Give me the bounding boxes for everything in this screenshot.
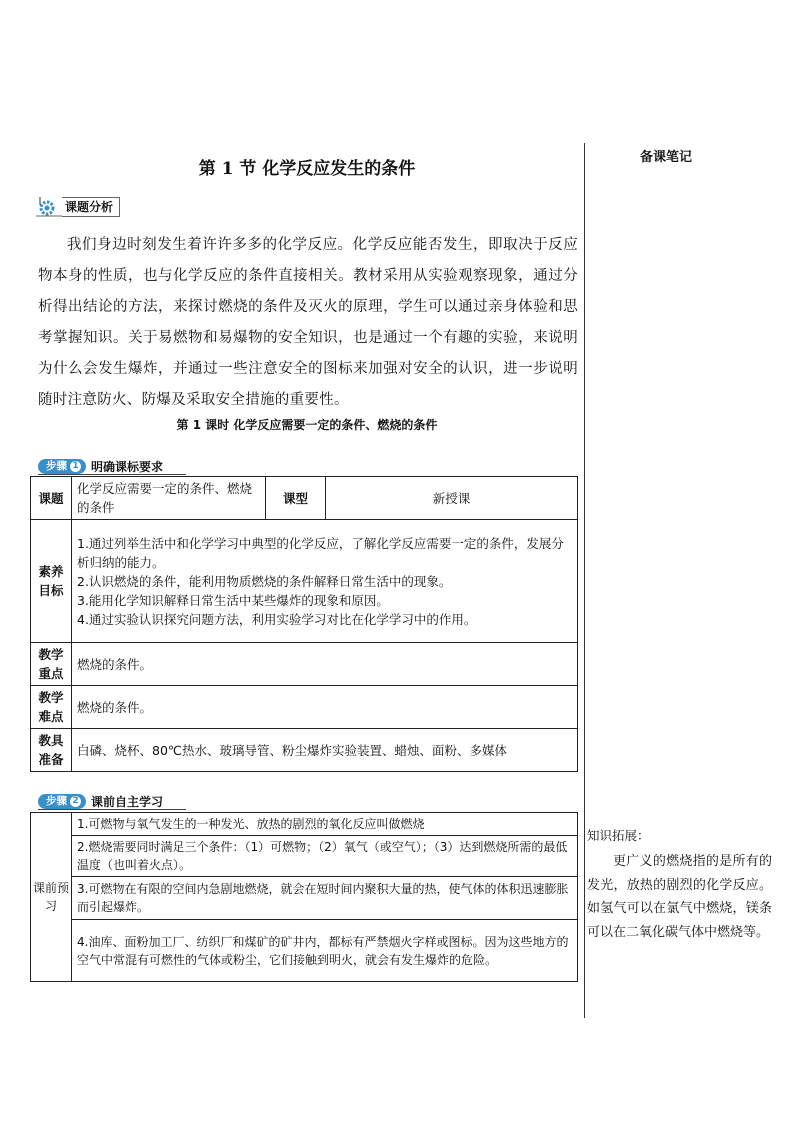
- step-1-label: 明确课标要求: [91, 459, 164, 474]
- step-1-number: 1: [70, 461, 81, 472]
- step-2-underline: [38, 809, 186, 810]
- step-1-underline: [38, 474, 186, 475]
- table-row: [31, 813, 578, 836]
- type-label: 课型: [266, 477, 326, 520]
- page-title: 第 1 节 化学反应发生的条件: [198, 159, 416, 179]
- table-row: [31, 686, 578, 729]
- goal-item: 3.能用化学知识解释日常生活中某些爆炸的现象和原因。: [77, 592, 389, 608]
- analysis-badge: [36, 197, 120, 217]
- step-2-heading: [38, 793, 163, 809]
- tools-label: 教具准备: [31, 729, 72, 772]
- table-row: [31, 836, 578, 877]
- preview-item: 2.燃烧需要同时满足三个条件：（1）可燃物；（2）氧气（或空气）；（3）达到燃烧所需的最低温度（也叫着火点）。: [72, 836, 578, 877]
- key-point-value: 燃烧的条件。: [72, 643, 578, 686]
- preview-item: 4.油库、面粉加工厂、纺织厂和煤矿的矿井内，都标有严禁烟火字样或图标。因为这些地方的空气中常混有可燃性的气体或粉尘，它们接触到明火，就会有发生爆炸的危险。: [72, 920, 578, 982]
- lesson-title: 第 1 课时 化学反应需要一定的条件、燃烧的条件: [176, 418, 438, 432]
- goal-item: 2.认识燃烧的条件，能利用物质燃烧的条件解释日常生活中的现象。: [77, 573, 452, 589]
- step-1-pill: 步骤 1: [38, 459, 86, 474]
- gear-icon: [36, 197, 62, 217]
- goals-label: 素养目标: [31, 520, 72, 643]
- curriculum-table: [30, 476, 578, 772]
- goal-item: 4.通过实验认识探究问题方法，利用实验学习对比在化学学习中的作用。: [77, 611, 477, 627]
- step-1-heading: [38, 458, 163, 474]
- difficulty-value: 燃烧的条件。: [72, 686, 578, 729]
- knowledge-extension-text: 更广义的燃烧指的是所有的发光，放热的剧烈的化学反应。如氢气可以在氯气中燃烧，镁条可以在二氧化碳气体中燃烧等。: [587, 854, 772, 940]
- table-row: [31, 920, 578, 982]
- preview-item: 1.可燃物与氧气发生的一种发光、放热的剧烈的氧化反应叫做燃烧: [72, 813, 578, 836]
- preview-table: [30, 812, 578, 982]
- step-2-number: 2: [70, 796, 81, 807]
- knowledge-extension-heading: 知识拓展：: [587, 828, 650, 843]
- table-row: [31, 643, 578, 686]
- topic-label: 课题: [31, 477, 72, 520]
- table-row: [31, 729, 578, 772]
- type-value: 新授课: [326, 477, 578, 520]
- key-point-label: 教学重点: [31, 643, 72, 686]
- analysis-text: 我们身边时刻发生着许许多多的化学反应。化学反应能否发生，即取决于反应物本身的性质，也与化学反应的条件直接相关。教材采用从实验观察现象，通过分析得出结论的方法，来探讨燃烧的条件及灭火的原理，学生可以通过亲身体验和思考掌握知识。关于易燃物和易爆物的安全知识，也是通过一个有趣的实验，来说明为什么会发生爆炸，并通过一些注意安全的图标来加强对安全的认识，进一步说明随时注意防火、防爆及采取安全措施的重要性。: [38, 237, 578, 408]
- tools-value: 白磷、烧杯、80℃热水、玻璃导管、粉尘爆炸实验装置、蜡烛、面粉、多媒体: [72, 729, 578, 772]
- difficulty-label: 教学难点: [31, 686, 72, 729]
- step-2-label: 课前自主学习: [91, 794, 164, 809]
- topic-value: 化学反应需要一定的条件、燃烧的条件: [72, 477, 266, 520]
- preview-label: 课前预习: [31, 813, 72, 982]
- analysis-label: 课题分析: [62, 197, 120, 217]
- goal-item: 1.通过列举生活中和化学学习中典型的化学反应，了解化学反应需要一定的条件，发展分析归纳的能力。: [77, 535, 564, 570]
- notes-divider: [584, 143, 585, 1018]
- preview-item: 3.可燃物在有限的空间内急剧地燃烧，就会在短时间内聚积大量的热，使气体的体积迅速膨胀而引起爆炸。: [72, 877, 578, 920]
- table-row: [31, 477, 578, 520]
- step-2-pill: 步骤 2: [38, 794, 86, 809]
- notes-header: 备课笔记: [640, 150, 693, 165]
- goals-cell: [72, 520, 578, 643]
- table-row: [31, 520, 578, 643]
- table-row: [31, 877, 578, 920]
